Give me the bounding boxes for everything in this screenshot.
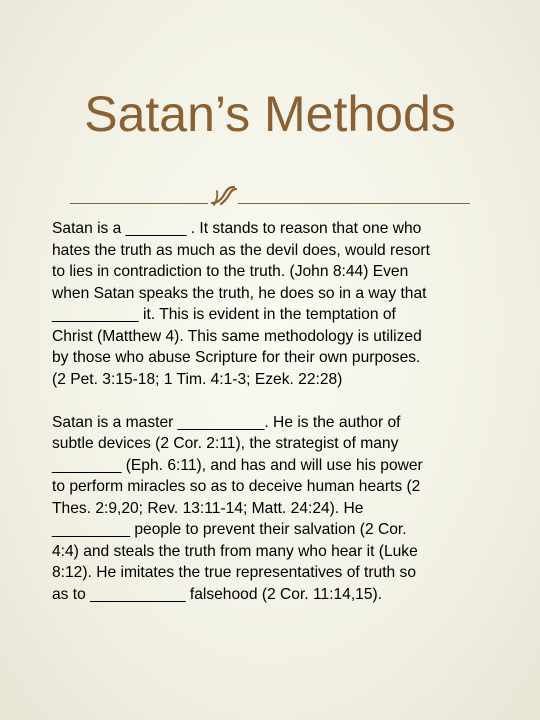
text-line: (2 Pet. 3:15-18; 1 Tim. 4:1-3; Ezek. 22:28) (52, 370, 343, 388)
slide-body (52, 218, 492, 605)
paragraph-spacer (52, 390, 492, 412)
text-line: ________ (Eph. 6:11), and has and will use his power (52, 456, 423, 474)
text-line: Thes. 2:9,20; Rev. 13:11-14; Matt. 24:24). He (52, 499, 364, 517)
text-line: Christ (Matthew 4). This same methodology is utilized (52, 327, 422, 345)
text-line: Satan is a master __________. He is the author of (52, 413, 401, 431)
text-line: to perform miracles so as to deceive human hearts (2 (52, 478, 421, 495)
paragraph-2 (52, 412, 492, 606)
text-line: when Satan speaks the truth, he does so in a way that (52, 284, 427, 302)
text-line: __________ it. This is evident in the temptation of (52, 306, 396, 323)
text-line: subtle devices (2 Cor. 2:11), the strategist of many (52, 435, 399, 452)
title-divider-left (70, 203, 208, 204)
text-line: 8:12). He imitates the true representatives of truth so (52, 564, 417, 581)
text-line: _________ people to prevent their salvation (2 Cor. (52, 521, 407, 538)
text-line: hates the truth as much as the devil does, would resort (52, 241, 430, 259)
title-divider-right (238, 203, 470, 204)
text-line: by those who abuse Scripture for their own purposes. (52, 349, 421, 366)
ornament-icon (208, 184, 238, 208)
paragraph-1 (52, 218, 492, 390)
text-line: Satan is a _______ . It stands to reason that one who (52, 220, 422, 237)
text-line: to lies in contradiction to the truth. (John 8:44) Even (52, 263, 409, 280)
text-line: 4:4) and steals the truth from many who hear it (Luke (52, 542, 418, 560)
text-line: as to ___________ falsehood (2 Cor. 11:14,15). (52, 585, 383, 603)
slide-title: Satan’s Methods (84, 86, 456, 142)
